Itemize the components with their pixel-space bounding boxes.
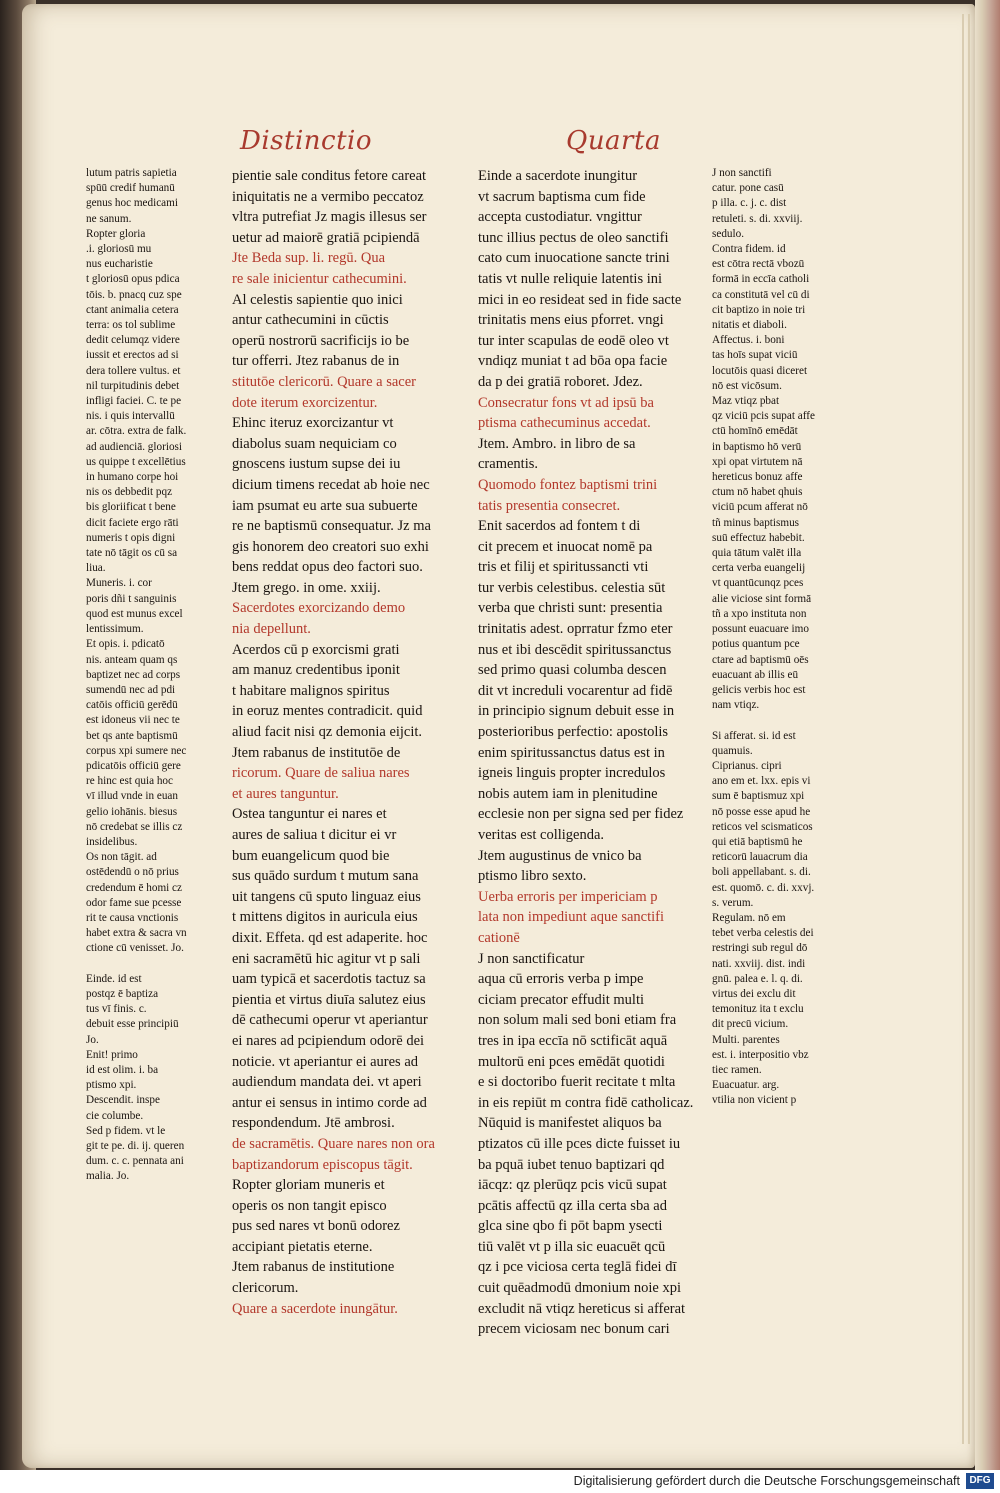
text-line: nus eucharistie <box>86 258 153 271</box>
text-line: ptismo xpi. <box>86 1079 137 1092</box>
text-line: Acerdos cū p exorcismi grati <box>232 641 400 658</box>
text-line: nil turpitudinis debet <box>86 379 180 392</box>
text-line: nobis autem iam in plenitudine <box>478 785 658 802</box>
footer-credit: Digitalisierung gefördert durch die Deutsche Forschungsgemeinschaft <box>573 1474 960 1488</box>
text-line: cato cum inuocatione sancte trini <box>478 250 670 267</box>
text-line: gelicis verbis hoc est <box>712 683 806 696</box>
text-line: Ostea tanguntur ei nares et <box>232 806 387 823</box>
text-line: Jtem rabanus de institutōe de <box>232 744 401 761</box>
text-line: t mittens digitos in auricula eius <box>232 909 418 926</box>
text-line: Nūquid is manifestet aliquos ba <box>478 1115 662 1132</box>
text-line: operū nostrorū sacrificijs io be <box>232 332 410 349</box>
text-line: id est olim. i. ba <box>86 1063 159 1076</box>
text-line: uam typicā et sacerdotis tactuz sa <box>232 971 426 988</box>
text-line: sedulo. <box>712 227 745 240</box>
text-line: vt sacrum baptisma cum fide <box>478 188 646 205</box>
text-line: dum. c. c. pennata ani <box>86 1155 184 1168</box>
text-line: Ropter gloriam muneris et <box>232 1177 385 1194</box>
text-line: ciciam precator effudit multi <box>478 991 645 1008</box>
text-line: ei nares ad pcipiendum odorē dei <box>232 1032 425 1049</box>
text-line: restringi sub regul dō <box>712 942 808 955</box>
text-line: J non sanctificatur <box>478 950 585 967</box>
main-text-column-a <box>232 166 458 1319</box>
text-line: Einde a sacerdote inungitur <box>478 168 638 184</box>
text-line: vt quantūcunqz pces <box>712 577 804 590</box>
text-line: antur cathecumini in cūctis <box>232 312 389 329</box>
text-line: nis. i quis intervallū <box>86 410 175 423</box>
text-line: diabolus suam nequiciam co <box>232 435 397 452</box>
text-line: stitutōe clericorū. Quare a sacer <box>232 373 416 390</box>
text-line: Jtem rabanus de institutione <box>232 1259 395 1276</box>
text-line: Einde. id est <box>86 972 142 985</box>
text-line: est. i. interpositio vbz <box>712 1048 809 1061</box>
text-line: temonituz ita t exclu <box>712 1003 804 1016</box>
text-line: dit precū vicium. <box>712 1018 789 1031</box>
text-line: tiū valēt vt p illa sic euacuēt qcū <box>478 1238 666 1255</box>
text-line: tur offerri. Jtez rabanus de in <box>232 353 400 370</box>
text-line: tus vī finis. c. <box>86 1003 147 1016</box>
text-line: Muneris. i. cor <box>86 577 152 590</box>
text-line: catur. pone casū <box>712 182 784 195</box>
text-line: ne sanum. <box>86 212 132 225</box>
text-line: lutum patris sapietia <box>86 167 177 179</box>
text-line: p illa. c. j. c. dist <box>712 197 787 210</box>
text-line: audiendum mandata dei. vt aperi <box>232 1074 422 1091</box>
text-line: cit precem et inuocat nomē pa <box>478 538 653 555</box>
text-line: bum euangelicum quod bie <box>232 847 390 864</box>
text-line: Regulam. nō em <box>712 911 786 924</box>
text-line: Euacuatur. arg. <box>712 1079 780 1092</box>
text-line: est idoneus vii nec te <box>86 714 180 727</box>
text-line: qui etiā baptismū he <box>712 835 803 848</box>
text-line: nō credebat se illis cz <box>86 820 183 833</box>
text-line: infligi faciei. C. te pe <box>86 395 182 408</box>
text-line: ctant animalia cetera <box>86 303 179 316</box>
text-line: nia depellunt. <box>232 621 311 638</box>
text-line: est. quomō. c. di. xxvj. <box>712 881 815 894</box>
text-line: Consecratur fons vt ad ipsū ba <box>478 394 654 411</box>
text-line: dit vt increduli vocarentur ad fidē <box>478 682 673 699</box>
text-line: multorū eni pces emēdāt quotidi <box>478 1053 665 1070</box>
text-line: dixit. Effeta. qd est adaperite. hoc <box>232 929 428 946</box>
text-line: excludit nā vtiqz hereticus si afferat <box>478 1300 686 1317</box>
text-line: vtilia non vicient p <box>712 1094 797 1107</box>
text-line: dera tollere vultus. et <box>86 364 181 377</box>
text-line: postqz ē baptiza <box>86 987 159 1000</box>
text-line: ano em et. lxx. epis vi <box>712 775 811 788</box>
text-line: ptizatos cū ille pces dicte fuisset iu <box>478 1135 681 1152</box>
text-line: enim spiritussanctus datus est in <box>478 744 665 761</box>
text-line: Sacerdotes exorcizando demo <box>232 600 406 617</box>
page-edge <box>962 14 964 1444</box>
text-line: bis gloriificat t bene <box>86 501 176 514</box>
text-line: malia. Jo. <box>86 1170 130 1183</box>
text-line: gelio iohānis. biesus <box>86 805 178 818</box>
text-line: Descendit. inspe <box>86 1094 160 1107</box>
text-line: Jtem. Ambro. in libro de sa <box>478 435 636 452</box>
text-line: lentissimum. <box>86 623 144 636</box>
text-line: tōis. b. pnacq cuz spe <box>86 288 182 301</box>
text-line: hereticus bonuz affe <box>712 471 803 484</box>
text-line: catōis officiū gerēdū <box>86 699 178 712</box>
text-line: s. verum. <box>712 896 754 909</box>
text-line: dicium timens recedat ab hoie nec <box>232 476 430 493</box>
page-edge <box>968 14 970 1444</box>
text-line: nis. anteam quam qs <box>86 653 178 666</box>
text-line: numeris t opis digni <box>86 531 176 544</box>
text-line <box>712 713 834 728</box>
text-line: posterioribus perfectio: apostolis <box>478 724 669 741</box>
text-line: trinitatis mens eius pforret. vngi <box>478 312 664 329</box>
dfg-logo: DFG <box>966 1473 994 1489</box>
footer-bar <box>0 1470 1000 1493</box>
text-line: operis os non tangit episco <box>232 1197 387 1214</box>
text-line: tatis presentia consecret. <box>478 497 621 514</box>
text-line: in baptismo hō verū <box>712 440 802 453</box>
gloss-left-column <box>86 166 214 1185</box>
text-line: habet extra & sacra vn <box>86 927 187 940</box>
text-line: Jtem grego. in ome. xxiij. <box>232 579 381 596</box>
text-line: quia tātum valēt illa <box>712 547 802 560</box>
text-line: lata non impediunt aque sanctifi <box>478 909 665 926</box>
text-line: nis os debbedit pqz <box>86 486 173 499</box>
text-line: tas hoīs supat viciū <box>712 349 798 362</box>
text-line: ecclesie non per signa sed per fidez <box>478 806 684 823</box>
text-line: in humano corpe hoi <box>86 471 179 484</box>
text-line: in eoruz mentes contradicit. quid <box>232 703 423 720</box>
text-line: suū effectuz habebit. <box>712 531 805 544</box>
text-line: gis honorem deo creatori suo exhi <box>232 538 429 555</box>
text-line: non solum mali sed boni etiam fra <box>478 1012 677 1029</box>
text-line: cuit quēadmodū dmonium noie xpi <box>478 1280 681 1297</box>
text-line: ba pquā iubet tenuo baptizari qd <box>478 1156 665 1173</box>
text-line: Jte Beda sup. li. regū. Qua <box>232 250 386 267</box>
text-line: Ropter gloria <box>86 227 146 240</box>
text-line: dote iterum exorcizentur. <box>232 394 378 411</box>
text-line: e si doctoribo fuerit recitate t mlta <box>478 1074 676 1091</box>
text-line: pcātis affectū qz illa certa sba ad <box>478 1197 667 1214</box>
text-line: .i. gloriosū mu <box>86 243 152 256</box>
running-head-right: Quarta <box>566 126 661 156</box>
text-line: git te pe. di. ij. queren <box>86 1140 185 1152</box>
text-line: reticorū lauacrum dia <box>712 851 808 864</box>
text-line: Si afferat. si. id est <box>712 729 796 742</box>
text-line: bens reddat opus deo factori suo. <box>232 559 423 576</box>
text-line: alie viciose sint formā <box>712 592 812 605</box>
text-line: tunc illius pectus de oleo sanctifi <box>478 229 669 246</box>
text-line: Maz vtiqz pbat <box>712 395 780 408</box>
text-line: possunt euacuare imo <box>712 623 809 636</box>
text-line: in principio signum debuit esse in <box>478 703 675 720</box>
text-line: certa verba euangelij <box>712 562 806 575</box>
text-line: est cōtra rectā vbozū <box>712 258 805 271</box>
text-line: corpus xpi sumere nec <box>86 744 187 757</box>
text-line: ptisma cathecuminus accedat. <box>478 415 651 432</box>
text-line: vī illud vnde in euan <box>86 790 178 803</box>
text-line: cationē <box>478 929 520 946</box>
text-line: aqua cū erroris verba p impe <box>478 971 644 988</box>
text-line: Ciprianus. cipri <box>712 759 782 772</box>
gloss-right-column <box>712 166 834 1109</box>
text-line: dicit faciete ergo rāti <box>86 516 179 529</box>
text-line: locutōis quasi diceret <box>712 364 808 377</box>
text-line: xpi opat virtutem nā <box>712 455 803 468</box>
text-line: aliud facit nisi qz demonia eijcit. <box>232 724 423 741</box>
text-line: ad audienciā. gloriosi <box>86 440 182 453</box>
text-line: iam psumat eu arte sua subuerte <box>232 497 418 514</box>
text-line: tres in ipa eccīa nō sctificāt aquā <box>478 1032 668 1049</box>
text-line: rit te causa vnctionis <box>86 911 179 924</box>
text-line: ricorum. Quare de saliua nares <box>232 765 410 782</box>
main-text-column-b <box>478 166 700 1340</box>
text-line: genus hoc medicami <box>86 197 178 210</box>
text-line: ostēdendū o nō prius <box>86 866 179 879</box>
text-line: tiec ramen. <box>712 1063 762 1076</box>
text-line: virtus dei exclu dit <box>712 987 796 1000</box>
text-line: tate nō tāgit os cū sa <box>86 547 178 560</box>
text-line: sum ē baptismuz xpi <box>712 790 805 803</box>
text-line: euacuant ab illis eū <box>712 668 799 681</box>
text-line: formā in eccīa catholi <box>712 273 810 286</box>
text-line: terra: os tol sublime <box>86 319 176 332</box>
text-line: quod est munus excel <box>86 607 183 620</box>
text-line: reticos vel scismaticos <box>712 820 813 833</box>
text-line: vltra putrefiat Jz magis illesus ser <box>232 209 427 226</box>
text-line: ctione cū venisset. Jo. <box>86 942 184 955</box>
text-line: viciū pcum afferat nō <box>712 501 808 514</box>
text-line: qz viciū pcis supat affe <box>712 410 815 423</box>
text-line: Quare a sacerdote inungātur. <box>232 1300 398 1317</box>
text-line: nati. xxviij. dist. indi <box>712 957 806 970</box>
text-line: ar. cōtra. extra de falk. <box>86 425 187 438</box>
text-line: pientia et virtus diuīa salutez eius <box>232 991 426 1008</box>
text-line: da p dei gratiā roboret. Jdez. <box>478 373 643 390</box>
text-line: et aures tanguntur. <box>232 785 339 802</box>
text-line: sus quādo surdum t mutum sana <box>232 868 419 885</box>
text-line: gnoscens iustum supse dei iu <box>232 456 401 473</box>
text-line: uetur ad maiorē gratiā pcipiendā <box>232 229 420 246</box>
text-line: tebet verba celestis dei <box>712 927 814 940</box>
text-line: pientie sale conditus fetore careat <box>232 168 427 184</box>
text-line: ctū homīnō emēdāt <box>712 425 798 438</box>
text-line: ctum nō habet qhuis <box>712 486 803 499</box>
text-line: Ehinc iteruz exorcizantur vt <box>232 415 394 432</box>
text-line <box>86 957 214 972</box>
text-line: re ne baptismū consequatur. Jz ma <box>232 518 431 535</box>
text-line: re sale inicientur cathecumini. <box>232 270 407 287</box>
text-line: pus sed nares vt bonū odorez <box>232 1218 400 1235</box>
text-line: nō posse esse apud he <box>712 805 811 818</box>
text-line: Jtem augustinus de vnico ba <box>478 847 642 864</box>
text-line: nō est vicōsum. <box>712 379 782 392</box>
text-line: tur inter scapulas de eodē oleo vt <box>478 332 669 349</box>
text-line: eni sacramētū hic agitur vt p sali <box>232 950 421 967</box>
text-line: cit baptizo in noie tri <box>712 303 806 316</box>
text-line: accepta custodiatur. vngittur <box>478 209 642 226</box>
text-line: precem viciosam nec bonum cari <box>478 1321 670 1338</box>
text-line: sumendū nec ad pdi <box>86 683 176 696</box>
text-line: t habitare malignos spiritus <box>232 682 390 699</box>
text-line: antur ei sensus in intimo corde ad <box>232 1094 427 1111</box>
text-line: tñ a xpo instituta non <box>712 607 807 620</box>
text-line: gnū. palea e. l. q. di. <box>712 972 803 985</box>
text-line: poris dñi t sanguinis <box>86 592 177 605</box>
text-line: Enit! primo <box>86 1048 138 1061</box>
text-line: dē cathecumi operur vt aperiantur <box>232 1012 428 1029</box>
book-fore-edge <box>975 0 1000 1470</box>
text-line: mici in eo resideat sed in fide sacte <box>478 291 682 308</box>
text-line: iussit et erectos ad si <box>86 349 179 362</box>
text-line: veritas est colligenda. <box>478 827 605 843</box>
text-line: tñ minus baptismus <box>712 516 800 529</box>
text-line: clericorum. <box>232 1280 299 1297</box>
text-line: cie columbe. <box>86 1109 144 1122</box>
text-line: dedit celumqz videre <box>86 334 180 347</box>
text-line: in eis repiūt m contra fidē catholicaz. <box>478 1094 694 1111</box>
text-line: iniquitatis ne a vermibo peccatoz <box>232 188 424 205</box>
text-line: sed primo quasi columba descen <box>478 662 667 679</box>
text-line: quamuis. <box>712 744 753 757</box>
text-line: pdicatōis officiū gere <box>86 759 181 772</box>
text-line: t gloriosū opus pdica <box>86 273 180 286</box>
text-line: Et opis. i. pdicatō <box>86 638 165 651</box>
text-line: nam vtiqz. <box>712 699 760 712</box>
text-line: retuleti. s. di. xxviij. <box>712 212 803 225</box>
text-line: accipiant pietatis eterne. <box>232 1238 373 1255</box>
text-line: re hinc est quia hoc <box>86 775 173 788</box>
text-line: baptizandorum episcopus tāgit. <box>232 1156 413 1173</box>
text-line: Affectus. i. boni <box>712 334 785 347</box>
text-line: tur verbis celestibus. celestia sūt <box>478 579 666 596</box>
text-line: odor fame sue pcesse <box>86 896 182 909</box>
text-line: vndiqz muniat t ad bōa opa facie <box>478 353 668 370</box>
running-head-left: Distinctio <box>240 126 372 156</box>
text-line: us quippe t excellētius <box>86 455 186 468</box>
text-line: insidelibus. <box>86 835 138 848</box>
text-line: liua. <box>86 562 106 575</box>
text-line: nus et ibi descēdit spiritussanctus <box>478 641 672 658</box>
text-line: glca sine qbo fi pōt bapm ysecti <box>478 1218 663 1235</box>
text-line: igneis linguis propter incredulos <box>478 765 666 782</box>
text-line: Contra fidem. id <box>712 243 786 256</box>
text-line: Al celestis sapientie quo inici <box>232 291 403 308</box>
text-line: Sed p fidem. vt le <box>86 1124 166 1137</box>
text-line: qz i pce viciosa certa teglā fidei dī <box>478 1259 677 1276</box>
text-line: trinitatis adest. oprratur fzmo eter <box>478 621 673 638</box>
text-line: Uerba erroris per impericiam p <box>478 888 658 905</box>
text-line: tatis vt nulle reliquie latentis ini <box>478 270 663 287</box>
text-line: ca constitutā vel cū di <box>712 288 810 301</box>
text-line: Enit sacerdos ad fontem t di <box>478 518 641 535</box>
text-line: aures de saliua t dicitur ei vr <box>232 827 397 843</box>
text-line: boli appellabant. s. di. <box>712 866 811 879</box>
text-line: am manuz credentibus iponit <box>232 662 400 679</box>
text-line: J non sanctifi <box>712 167 772 179</box>
text-line: spūū credif humanū <box>86 182 175 195</box>
text-line: Quomodo fontez baptismi trini <box>478 476 658 493</box>
text-line: Multi. parentes <box>712 1033 780 1046</box>
text-line: tris et filij et spiritussancti vti <box>478 559 649 576</box>
text-line: de sacramētis. Quare nares non ora <box>232 1135 435 1152</box>
text-line: baptizet nec ad corps <box>86 668 181 681</box>
text-line: iācqz: qz plerūqz pcis vicū supat <box>478 1177 667 1194</box>
text-line: ptismo libro sexto. <box>478 868 587 885</box>
text-line: potius quantum pce <box>712 638 800 651</box>
text-line: nitatis et diaboli. <box>712 319 787 332</box>
text-line: verba que christi sunt: presentia <box>478 600 663 617</box>
text-line: bet qs ante baptismū <box>86 729 178 742</box>
text-line: Jo. <box>86 1033 99 1046</box>
text-line: uit tangens cū sputo linguaz eius <box>232 888 421 905</box>
text-line: credendum ē homi cz <box>86 881 182 894</box>
text-line: cramentis. <box>478 456 538 473</box>
text-line: debuit esse principiū <box>86 1018 179 1031</box>
text-line: noticie. vt aperiantur ei aures ad <box>232 1053 419 1070</box>
text-line: respondendum. Jtē ambrosi. <box>232 1115 395 1132</box>
text-line: Os non tāgit. ad <box>86 851 157 864</box>
text-line: ctare ad baptismū oēs <box>712 653 809 666</box>
